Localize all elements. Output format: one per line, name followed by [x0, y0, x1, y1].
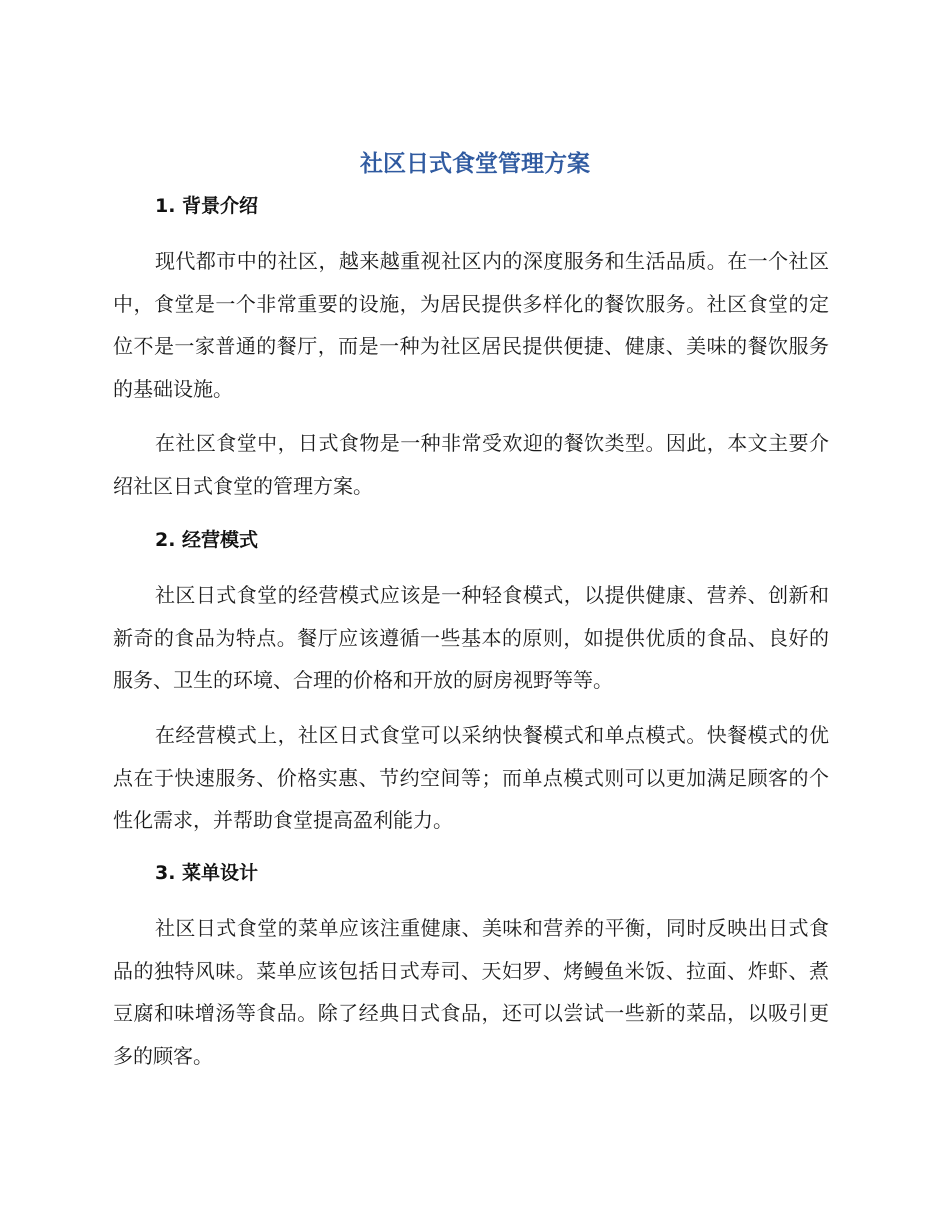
section-paragraph: 社区日式食堂的经营模式应该是一种轻食模式，以提供健康、营养、创新和新奇的食品为特点。餐厅应该遵循一些基本的原则，如提供优质的食品、良好的服务、卫生的环境、合理的价格和开放的厨房视野等等。 — [113, 583, 829, 692]
section-paragraph: 社区日式食堂的菜单应该注重健康、美味和营养的平衡，同时反映出日式食品的独特风味。菜单应该包括日式寿司、天妇罗、烤鳗鱼米饭、拉面、炸虾、煮豆腐和味增汤等食品。除了经典日式食品，还可以尝试一些新的菜品，以吸引更多的顾客。 — [113, 916, 829, 1068]
section-heading-background: 1. 背景介绍 — [155, 195, 259, 217]
section-paragraph: 现代都市中的社区，越来越重视社区内的深度服务和生活品质。在一个社区中，食堂是一个非常重要的设施，为居民提供多样化的餐饮服务。社区食堂的定位不是一家普通的餐厅，而是一种为社区居民提供便捷、健康、美味的餐饮服务的基础设施。 — [113, 249, 829, 401]
section-paragraph: 在经营模式上，社区日式食堂可以采纳快餐模式和单点模式。快餐模式的优点在于快速服务、价格实惠、节约空间等；而单点模式则可以更加满足顾客的个性化需求，并帮助食堂提高盈利能力。 — [113, 723, 829, 832]
section-heading-menu-design: 3. 菜单设计 — [155, 862, 259, 884]
section-paragraph: 在社区食堂中，日式食物是一种非常受欢迎的餐饮类型。因此，本文主要介绍社区日式食堂的管理方案。 — [113, 431, 829, 498]
document-title: 社区日式食堂管理方案 — [360, 151, 590, 177]
section-heading-business-model: 2. 经营模式 — [155, 529, 259, 551]
